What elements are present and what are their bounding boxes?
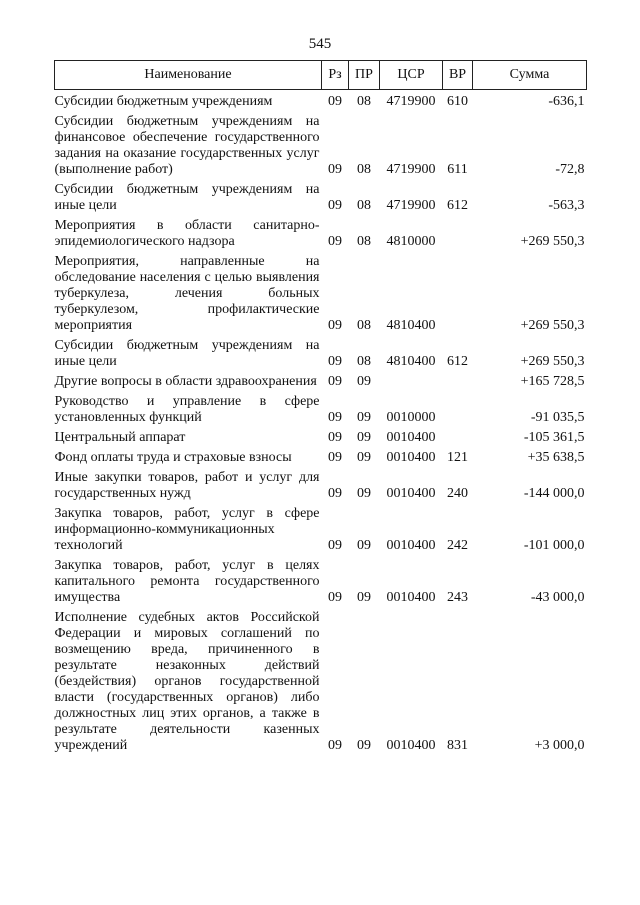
row-csr: 4719900 <box>386 94 436 109</box>
row-vr: 243 <box>447 590 468 605</box>
row-pr: 09 <box>357 738 371 753</box>
row-vr: 121 <box>447 450 468 465</box>
row-name: Субсидии бюджетным учреждениям на иные цели <box>54 182 320 213</box>
header-pr: ПР <box>349 61 380 90</box>
row-name: Центральный аппарат <box>54 430 186 445</box>
row-rz: 09 <box>328 198 342 213</box>
row-pr: 09 <box>357 374 371 389</box>
row-vr: 240 <box>447 486 468 501</box>
row-name: Закупка товаров, работ, услуг в целях капитального ремонта государственного имущества <box>54 558 320 605</box>
row-vr: 612 <box>447 198 468 213</box>
row-vr <box>443 390 473 426</box>
row-sum: +3 000,0 <box>534 738 585 753</box>
table-row <box>55 90 587 111</box>
row-sum: +269 550,3 <box>520 354 585 369</box>
table-row <box>55 370 587 390</box>
row-csr: 4719900 <box>386 198 436 213</box>
row-pr: 09 <box>357 486 371 501</box>
header-vr: ВР <box>443 61 473 90</box>
budget-table <box>54 60 587 754</box>
table-row <box>55 334 587 370</box>
row-sum: -43 000,0 <box>530 590 585 605</box>
row-sum: -72,8 <box>555 162 585 177</box>
row-pr: 09 <box>357 410 371 425</box>
table-row <box>55 446 587 466</box>
row-sum: +269 550,3 <box>520 234 585 249</box>
row-name: Субсидии бюджетным учреждениям на финансовое обеспечение государственного задания на оказание государственных услуг (выполнение работ) <box>54 114 320 177</box>
table-row <box>55 466 587 502</box>
row-name: Фонд оплаты труда и страховые взносы <box>54 450 292 465</box>
table-row <box>55 502 587 554</box>
row-name: Руководство и управление в сфере установленных функций <box>54 394 320 425</box>
row-vr <box>443 250 473 334</box>
table-header-row <box>55 61 587 90</box>
row-rz: 09 <box>328 234 342 249</box>
table-row <box>55 178 587 214</box>
row-sum: -563,3 <box>548 198 585 213</box>
row-sum: -91 035,5 <box>530 410 585 425</box>
row-vr <box>443 370 473 390</box>
row-pr: 08 <box>357 234 371 249</box>
row-csr: 0010000 <box>386 410 436 425</box>
row-sum: -101 000,0 <box>523 538 585 553</box>
row-csr: 4719900 <box>386 162 436 177</box>
row-rz: 09 <box>328 590 342 605</box>
row-csr: 0010400 <box>386 486 436 501</box>
row-pr: 08 <box>357 354 371 369</box>
row-pr: 09 <box>357 590 371 605</box>
row-csr: 0010400 <box>386 450 436 465</box>
row-sum: +269 550,3 <box>520 318 585 333</box>
row-vr: 242 <box>447 538 468 553</box>
row-sum: -144 000,0 <box>523 486 585 501</box>
header-sum: Сумма <box>473 61 587 90</box>
row-sum: +165 728,5 <box>520 374 585 389</box>
row-name: Мероприятия, направленные на обследование населения с целью выявления туберкулеза, лечения больных туберкулезом, профилактические мероприятия <box>54 254 320 333</box>
row-rz: 09 <box>328 538 342 553</box>
table-row <box>55 250 587 334</box>
table-row <box>55 110 587 178</box>
row-rz: 09 <box>328 374 342 389</box>
row-name: Закупка товаров, работ, услуг в сфере информационно-коммуникационных технологий <box>54 506 320 553</box>
row-name: Мероприятия в области санитарно-эпидемиологического надзора <box>54 218 320 249</box>
row-rz: 09 <box>328 162 342 177</box>
row-name: Исполнение судебных актов Российской Федерации и мировых соглашений по возмещению вреда, причиненного в результате незаконных действий (бездействия) органов государственной власти (государственных органов) либо должностных лиц этих органов, а также в результате деятельности казенных учреждений <box>54 610 320 753</box>
row-rz: 09 <box>328 354 342 369</box>
row-name: Субсидии бюджетным учреждениям на иные цели <box>54 338 320 369</box>
row-rz: 09 <box>328 318 342 333</box>
row-sum: -105 361,5 <box>523 430 585 445</box>
row-csr: 0010400 <box>386 538 436 553</box>
row-rz: 09 <box>328 430 342 445</box>
table-row <box>55 390 587 426</box>
page-number: 545 <box>308 36 332 52</box>
row-pr: 09 <box>357 450 371 465</box>
table-row <box>55 606 587 754</box>
row-name: Субсидии бюджетным учреждениям <box>54 94 273 109</box>
row-vr <box>443 426 473 446</box>
row-pr: 09 <box>357 430 371 445</box>
row-vr: 611 <box>447 162 468 177</box>
row-rz: 09 <box>328 94 342 109</box>
row-csr: 0010400 <box>386 590 436 605</box>
row-vr: 610 <box>447 94 468 109</box>
row-rz: 09 <box>328 450 342 465</box>
header-csr: ЦСР <box>380 61 443 90</box>
table-row <box>55 554 587 606</box>
row-rz: 09 <box>328 738 342 753</box>
row-name: Иные закупки товаров, работ и услуг для государственных нужд <box>54 470 320 501</box>
row-sum: -636,1 <box>548 94 585 109</box>
row-csr: 0010400 <box>386 430 436 445</box>
table-row <box>55 426 587 446</box>
row-name: Другие вопросы в области здравоохранения <box>54 374 317 389</box>
row-pr: 08 <box>357 94 371 109</box>
row-csr: 0010400 <box>386 738 436 753</box>
row-sum: +35 638,5 <box>527 450 585 465</box>
row-vr: 831 <box>447 738 468 753</box>
row-csr: 4810000 <box>386 234 436 249</box>
row-csr: 4810400 <box>386 354 436 369</box>
row-pr: 08 <box>357 162 371 177</box>
table-row <box>55 214 587 250</box>
header-name: Наименование <box>55 61 322 90</box>
row-csr: 4810400 <box>386 318 436 333</box>
header-rz: Рз <box>322 61 349 90</box>
row-rz: 09 <box>328 486 342 501</box>
row-pr: 08 <box>357 198 371 213</box>
row-vr <box>443 214 473 250</box>
row-rz: 09 <box>328 410 342 425</box>
row-csr <box>380 370 443 390</box>
row-vr: 612 <box>447 354 468 369</box>
row-pr: 08 <box>357 318 371 333</box>
row-pr: 09 <box>357 538 371 553</box>
